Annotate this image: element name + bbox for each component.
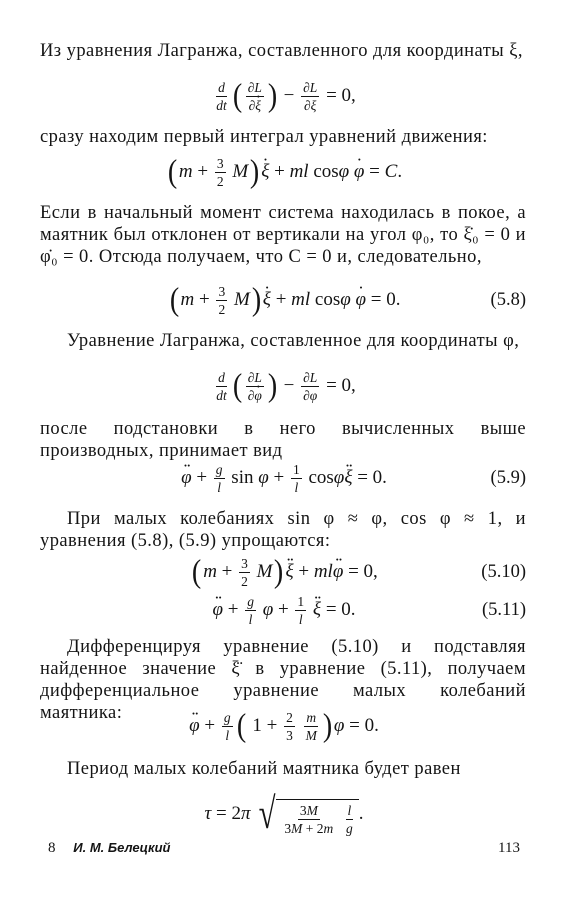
paragraph-first-integral: сразу находим первый интеграл уравнений движения: bbox=[40, 127, 488, 147]
author-name: И. М. Белецкий bbox=[73, 840, 171, 855]
equation-lagrange-xi: $\frac{d}{dt}$ ( $\frac{\partial L}{\partial\cdot \xi}$ ) − $\frac{\partial L}{\partial\xi}$ = 0, bbox=[0, 74, 568, 118]
paragraph-period: Период малых колебаний маятника будет равен bbox=[67, 759, 461, 779]
equation-small-oscillations: ·· φ + $\frac{g}{l}$ ( 1 + $\frac{2}{3}$ $\frac{m}{M}$ ) φ = 0. bbox=[0, 704, 568, 748]
paragraph-differentiating: Дифференцируя уравнение (5.10) и подставляя найденное значение ξ̈ в уравнение (5.11), получаем дифференциальное уравнение малых колебаний маятника: bbox=[40, 637, 526, 723]
equation-number-5-10: (5.10) bbox=[481, 561, 526, 582]
paragraph-substitution: после подстановки в него вычисленных выше производных, принимает вид bbox=[40, 419, 526, 461]
equation-first-integral: ( m + $\frac{3}{2}$ M ) · ξ + ml cos φ · φ = C . bbox=[0, 150, 568, 194]
equation-number-5-11: (5.11) bbox=[481, 599, 526, 620]
equation-5-11: ·· φ + $\frac{g}{l}$ φ + $\frac{1}{l}$ ·· ξ = 0. (5.11) bbox=[0, 588, 568, 632]
square-root-icon: √ $\frac{3M}{3M + 2m}$ $\frac{l}{g}$ bbox=[255, 792, 359, 836]
paragraph-lagrange-xi: Из уравнения Лагранжа, составленного для координаты ξ, bbox=[40, 41, 523, 61]
equation-5-8: ( m + $\frac{3}{2}$ M ) · ξ + ml cos φ · φ = 0. (5.8) bbox=[0, 278, 568, 322]
paragraph-lagrange-phi: Уравнение Лагранжа, составленное для координаты φ, bbox=[67, 331, 520, 351]
footer-signature bbox=[48, 840, 170, 857]
equation-lagrange-phi: $\frac{d}{dt}$ ( $\frac{\partial L}{\partial\cdot \varphi}$ ) − $\frac{\partial L}{\partial\varphi}$ = 0, bbox=[0, 364, 568, 408]
paragraph-initial-conditions: Если в начальный момент система находилась в покое, а маятник был отклонен от вертикали на угол φ₀, то ξ̇₀ = 0 и φ̇₀ = 0. Отсюда получаем, что C = 0 и, следовательно, bbox=[40, 203, 526, 267]
paragraph-small-oscillations: При малых колебаниях sin φ ≈ φ, cos φ ≈ 1, и уравнения (5.8), (5.9) упрощаются: bbox=[40, 509, 526, 551]
equation-5-9: ·· φ + $\frac{g}{l}$ sin φ + $\frac{1}{l}$ cos φ ·· ξ = 0. (5.9) bbox=[0, 456, 568, 500]
equation-number-5-9: (5.9) bbox=[490, 467, 526, 488]
equation-period: τ = 2 π √ $\frac{3M}{3M + 2m}$ $\frac{l}{g}$ . bbox=[204, 789, 364, 838]
equation-5-10: ( m + $\frac{3}{2}$ M ) ·· ξ + ml ·· φ = 0, (5.10) bbox=[0, 550, 568, 594]
equation-number-5-8: (5.8) bbox=[490, 289, 526, 310]
page-number: 113 bbox=[498, 840, 520, 856]
signature-number: 8 bbox=[48, 840, 56, 856]
